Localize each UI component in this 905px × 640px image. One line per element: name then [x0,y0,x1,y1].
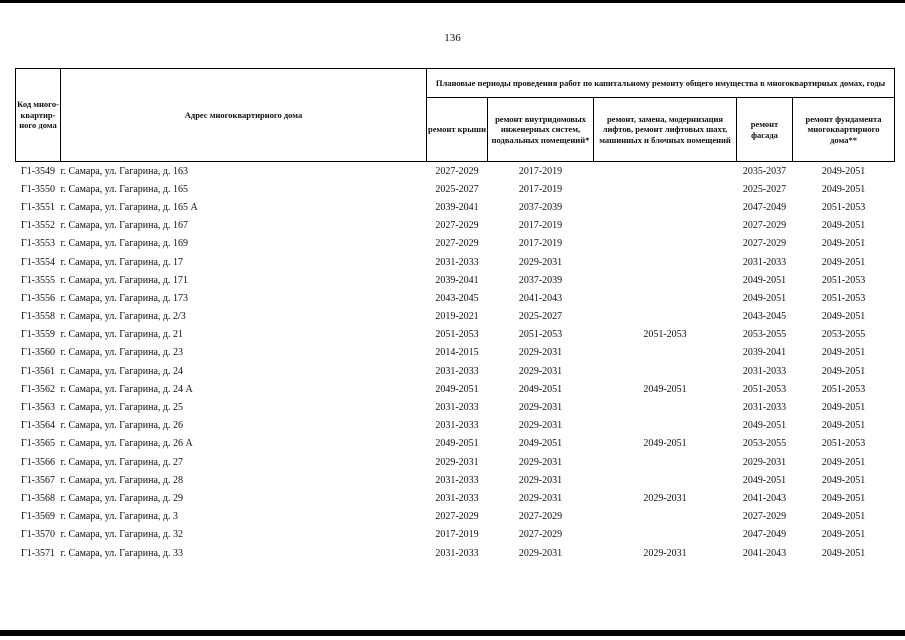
cell-roof: 2025-2027 [435,183,479,195]
cell-code: Г1-3556 [20,292,56,304]
cell-facade: 2025-2027 [742,183,787,195]
cell-roof: 2043-2045 [435,292,479,304]
table-row [16,398,895,416]
cell-address: г. Самара, ул. Гагарина, д. 24 А [60,383,193,395]
cell-roof: 2027-2029 [435,220,479,232]
cell-engineering: 2017-2019 [518,238,563,250]
cell-facade: 2039-2041 [742,347,787,359]
header-roof: ремонт крыши [427,98,488,162]
cell-code: Г1-3563 [20,402,56,414]
cell-elevators: 2049-2051 [643,383,687,395]
cell-facade: 2027-2029 [742,511,787,523]
table-row [16,217,895,235]
cell-roof: 2039-2041 [435,274,479,286]
top-rule [0,0,905,3]
header-foundation: ремонт фундамента многоквартирного дома** [793,98,895,162]
cell-engineering: 2049-2051 [518,438,563,450]
table-row [16,489,895,507]
cell-engineering: 2037-2039 [518,201,563,213]
cell-roof: 2029-2031 [435,456,479,468]
table-row [16,308,895,326]
cell-code: Г1-3552 [20,220,56,232]
cell-facade: 2031-2033 [742,402,787,414]
cell-foundation: 2049-2051 [821,420,866,432]
cell-facade: 2041-2043 [742,547,787,559]
cell-roof: 2027-2029 [435,511,479,523]
cell-elevators [594,271,737,289]
cell-elevators [594,344,737,362]
cell-roof: 2051-2053 [435,329,479,341]
cell-foundation: 2049-2051 [821,547,866,559]
table-row [16,198,895,216]
table-row [16,435,895,453]
cell-code: Г1-3555 [20,274,56,286]
cell-elevators [594,235,737,253]
cell-facade: 2049-2051 [742,420,787,432]
table-row [16,362,895,380]
cell-foundation: 2049-2051 [821,183,866,195]
cell-elevators [594,417,737,435]
cell-foundation: 2051-2053 [821,383,866,395]
cell-elevators [594,217,737,235]
cell-roof: 2014-2015 [435,347,479,359]
cell-address: г. Самара, ул. Гагарина, д. 29 [60,492,184,504]
cell-elevators [594,198,737,216]
cell-code: Г1-3549 [20,165,56,177]
cell-foundation: 2049-2051 [821,492,866,504]
cell-engineering: 2029-2031 [518,547,563,559]
table-row [16,508,895,526]
cell-roof: 2031-2033 [435,492,479,504]
cell-foundation: 2053-2055 [821,329,866,341]
cell-facade: 2029-2031 [742,456,787,468]
cell-elevators [594,308,737,326]
cell-foundation: 2049-2051 [821,311,866,323]
cell-engineering: 2051-2053 [518,329,563,341]
cell-engineering: 2027-2029 [518,511,563,523]
cell-address: г. Самара, ул. Гагарина, д. 33 [60,547,184,559]
cell-engineering: 2029-2031 [518,420,563,432]
cell-facade: 2051-2053 [742,383,787,395]
cell-code: Г1-3566 [20,456,56,468]
cell-engineering: 2017-2019 [518,220,563,232]
cell-foundation: 2049-2051 [821,456,866,468]
cell-roof: 2027-2029 [435,165,479,177]
cell-address: г. Самара, ул. Гагарина, д. 17 [60,256,184,268]
cell-elevators [594,253,737,271]
cell-facade: 2047-2049 [742,201,787,213]
table-row [16,453,895,471]
cell-address: г. Самара, ул. Гагарина, д. 163 [60,165,189,177]
cell-elevators [594,180,737,198]
cell-address: г. Самара, ул. Гагарина, д. 169 [60,238,189,250]
cell-code: Г1-3551 [20,201,56,213]
cell-engineering: 2037-2039 [518,274,563,286]
cell-engineering: 2025-2027 [518,311,563,323]
table-row [16,526,895,544]
cell-address: г. Самара, ул. Гагарина, д. 23 [60,347,184,359]
cell-code: Г1-3560 [20,347,56,359]
cell-engineering: 2029-2031 [518,347,563,359]
cell-foundation: 2051-2053 [821,274,866,286]
cell-address: г. Самара, ул. Гагарина, д. 173 [60,292,189,304]
header-engineering: ремонт внутридомовых инженерных систем, подвальных помещений* [488,98,594,162]
cell-elevators: 2049-2051 [643,438,687,450]
cell-elevators: 2029-2031 [643,547,687,559]
cell-address: г. Самара, ул. Гагарина, д. 25 [60,402,184,414]
cell-foundation: 2049-2051 [821,474,866,486]
cell-address: г. Самара, ул. Гагарина, д. 165 А [60,201,198,213]
cell-code: Г1-3564 [20,420,56,432]
cell-engineering: 2017-2019 [518,165,563,177]
cell-foundation: 2049-2051 [821,529,866,541]
header-address: Адрес многоквартирного дома [61,69,427,162]
cell-roof: 2031-2033 [435,420,479,432]
cell-roof: 2049-2051 [435,383,479,395]
cell-code: Г1-3561 [20,365,56,377]
cell-facade: 2049-2051 [742,292,787,304]
cell-code: Г1-3565 [20,438,56,450]
cell-facade: 2049-2051 [742,474,787,486]
cell-facade: 2043-2045 [742,311,787,323]
cell-foundation: 2049-2051 [821,347,866,359]
cell-elevators [594,471,737,489]
cell-address: г. Самара, ул. Гагарина, д. 26 А [60,438,193,450]
cell-foundation: 2049-2051 [821,256,866,268]
repair-schedule-table [15,68,895,562]
cell-address: г. Самара, ул. Гагарина, д. 165 [60,183,189,195]
cell-roof: 2017-2019 [435,529,479,541]
cell-facade: 2047-2049 [742,529,787,541]
table-row [16,289,895,307]
cell-facade: 2035-2037 [742,165,787,177]
cell-address: г. Самара, ул. Гагарина, д. 32 [60,529,184,541]
cell-roof: 2039-2041 [435,201,479,213]
cell-code: Г1-3562 [20,383,56,395]
cell-code: Г1-3567 [20,474,56,486]
cell-engineering: 2029-2031 [518,474,563,486]
header-code: Код много-квартир-ного дома [16,69,61,162]
cell-code: Г1-3558 [20,311,56,323]
page-number: 136 [444,32,461,44]
cell-foundation: 2049-2051 [821,165,866,177]
cell-foundation: 2049-2051 [821,238,866,250]
table-row [16,162,895,181]
table-body [16,162,895,563]
table-row [16,380,895,398]
cell-foundation: 2051-2053 [821,292,866,304]
cell-code: Г1-3568 [20,492,56,504]
cell-address: г. Самара, ул. Гагарина, д. 167 [60,220,189,232]
cell-roof: 2031-2033 [435,547,479,559]
cell-engineering: 2041-2043 [518,292,563,304]
cell-engineering: 2017-2019 [518,183,563,195]
cell-code: Г1-3554 [20,256,56,268]
cell-engineering: 2029-2031 [518,365,563,377]
cell-foundation: 2049-2051 [821,402,866,414]
cell-facade: 2027-2029 [742,238,787,250]
cell-foundation: 2051-2053 [821,438,866,450]
cell-facade: 2041-2043 [742,492,787,504]
cell-address: г. Самара, ул. Гагарина, д. 171 [60,274,189,286]
bottom-rule [0,630,905,636]
cell-facade: 2049-2051 [742,274,787,286]
cell-code: Г1-3550 [20,183,56,195]
cell-engineering: 2029-2031 [518,256,563,268]
table-row [16,544,895,562]
header-periods-group: Плановые периоды проведения работ по капитальному ремонту общего имущества в многоквартирных домах, годы [427,69,895,98]
cell-roof: 2049-2051 [435,438,479,450]
cell-elevators: 2029-2031 [643,492,687,504]
cell-foundation: 2049-2051 [821,511,866,523]
cell-elevators: 2051-2053 [643,329,687,341]
cell-engineering: 2029-2031 [518,402,563,414]
cell-facade: 2027-2029 [742,220,787,232]
cell-address: г. Самара, ул. Гагарина, д. 3 [60,511,179,523]
header-elevators: ремонт, замена, модернизация лифтов, ремонт лифтовых шахт, машинных и блочных помещений [594,98,737,162]
cell-roof: 2019-2021 [435,311,479,323]
cell-address: г. Самара, ул. Гагарина, д. 27 [60,456,184,468]
cell-elevators [594,362,737,380]
cell-facade: 2053-2055 [742,329,787,341]
table-row [16,344,895,362]
cell-code: Г1-3559 [20,329,56,341]
cell-engineering: 2027-2029 [518,529,563,541]
cell-elevators [594,508,737,526]
table-row [16,271,895,289]
cell-code: Г1-3569 [20,511,56,523]
cell-address: г. Самара, ул. Гагарина, д. 2/3 [60,311,186,323]
cell-address: г. Самара, ул. Гагарина, д. 24 [60,365,184,377]
cell-code: Г1-3553 [20,238,56,250]
cell-code: Г1-3570 [20,529,56,541]
cell-roof: 2031-2033 [435,365,479,377]
cell-facade: 2031-2033 [742,365,787,377]
table-row [16,471,895,489]
cell-elevators [594,398,737,416]
cell-engineering: 2029-2031 [518,492,563,504]
table-row [16,253,895,271]
table-row [16,180,895,198]
cell-facade: 2031-2033 [742,256,787,268]
cell-foundation: 2049-2051 [821,365,866,377]
cell-address: г. Самара, ул. Гагарина, д. 26 [60,420,184,432]
cell-elevators [594,453,737,471]
cell-foundation: 2051-2053 [821,201,866,213]
cell-code: Г1-3571 [20,547,56,559]
cell-roof: 2027-2029 [435,238,479,250]
cell-elevators [594,162,737,181]
table-row [16,326,895,344]
cell-foundation: 2049-2051 [821,220,866,232]
table-row [16,235,895,253]
table-row [16,417,895,435]
cell-elevators [594,526,737,544]
cell-engineering: 2029-2031 [518,456,563,468]
cell-roof: 2031-2033 [435,402,479,414]
cell-engineering: 2049-2051 [518,383,563,395]
cell-address: г. Самара, ул. Гагарина, д. 21 [60,329,184,341]
cell-facade: 2053-2055 [742,438,787,450]
cell-roof: 2031-2033 [435,256,479,268]
header-facade: ремонт фасада [737,98,793,162]
cell-elevators [594,289,737,307]
cell-address: г. Самара, ул. Гагарина, д. 28 [60,474,184,486]
cell-roof: 2031-2033 [435,474,479,486]
